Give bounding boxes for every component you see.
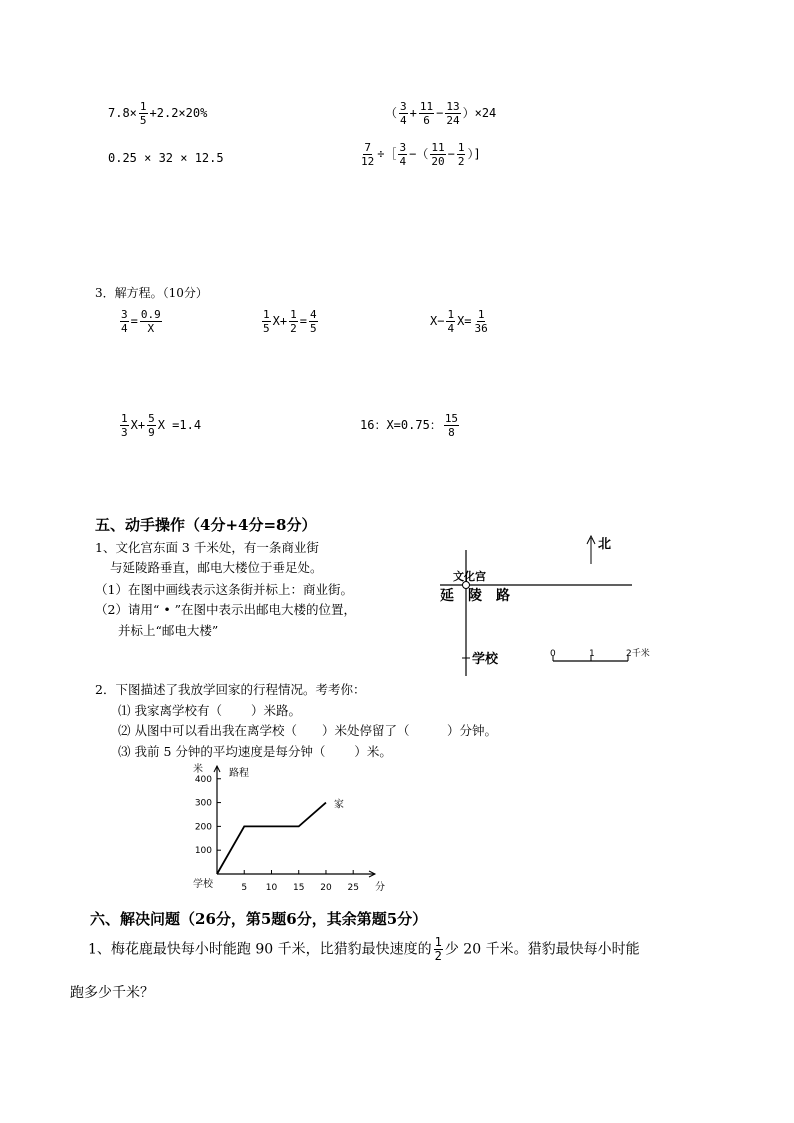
calc-expr-4: $\frac{7}{12}$ ÷［ $\frac{3}{4}$ −（ $\frac{11}{20}$ − $\frac{1}{2}$ ）] <box>361 141 481 168</box>
calc-text: 7.8× <box>108 106 137 120</box>
y-tick-label: 400 <box>194 774 212 785</box>
fraction: $\frac{11}{20}$ <box>431 141 445 168</box>
equation-5: 16：X=0.75： $\frac{15}{8}$ <box>360 412 459 439</box>
x-tick-label: 25 <box>347 883 359 893</box>
x-tick-label: 10 <box>265 883 278 893</box>
s5-q1-sub3: 并标上“邮电大楼” <box>118 623 219 638</box>
section-5-title: 五、动手操作（4分+4分=8分） <box>95 516 317 534</box>
calc-expr-3: 0.25 × 32 × 12.5 <box>108 151 224 165</box>
s5-q1-sub2: （2）请用“ • ”在图中表示出邮电大楼的位置， <box>95 602 357 617</box>
calc-expr-2: （ $\frac{3}{4}$ + $\frac{11}{6}$ − $\frac{13}{24}$ ）×24 <box>385 100 497 127</box>
north-label: 北 <box>598 537 612 552</box>
y-tick-label: 100 <box>194 846 212 857</box>
equation-2: $\frac{1}{5}$ X+ $\frac{1}{2}$ = $\frac{4}{5}$ <box>263 308 317 335</box>
y-tick-label: 200 <box>194 822 212 833</box>
fraction: $\frac{1}{2}$ <box>434 935 442 963</box>
x-tick-label: 20 <box>320 883 332 893</box>
s5-q2-c: ⑶ 我前 5 分钟的平均速度是每分钟（ ）米。 <box>118 744 392 759</box>
equation-section-title: 3．解方程。（10分） <box>95 286 208 300</box>
end-label: 家 <box>333 799 344 811</box>
scale-0: 0 <box>550 649 556 659</box>
palace-label: 文化宫 <box>453 570 486 583</box>
x-tick-label: 15 <box>292 883 305 893</box>
calc-expr-1 <box>108 100 207 127</box>
fraction: $\frac{3}{4}$ <box>399 141 407 168</box>
fraction: $\frac{11}{6}$ <box>419 100 434 127</box>
section-6-title: 六、解决问题（26分，第5题6分，其余第题5分） <box>90 910 428 928</box>
s6-q1-line1 <box>88 936 640 963</box>
s5-q2-b: ⑵ 从图中可以看出我在离学校（ ）米处停留了（ ）分钟。 <box>118 723 497 738</box>
street-map <box>420 528 680 678</box>
s5-q1-line1: 1、文化宫东面 3 千米处，有一条商业街 <box>95 540 319 555</box>
y-tick-label: 300 <box>194 798 212 809</box>
scale-1: 1 <box>589 649 595 659</box>
series-label: 路程 <box>229 768 249 779</box>
s6-q1-text-b: 少 20 千米。猎豹最快每小时能 <box>444 941 640 958</box>
x-tick-label: 5 <box>241 883 248 893</box>
s5-q1-sub1: （1）在图中画线表示这条街并标上：商业街。 <box>95 582 353 597</box>
s5-q2-title: 2．下图描述了我放学回家的行程情况。考考你： <box>95 682 366 697</box>
route-line <box>217 803 326 874</box>
s5-q1-line2: 与延陵路垂直，邮电大楼位于垂足处。 <box>110 560 323 575</box>
origin-label: 学校 <box>193 879 213 890</box>
road-label: 延 陵 路 <box>440 588 510 604</box>
scale-2: 2千米 <box>626 649 650 659</box>
y-axis-label: 米 <box>193 764 203 775</box>
route-chart <box>180 762 390 902</box>
equation-4: $\frac{1}{3}$ X+ $\frac{5}{9}$ X =1.4 <box>121 412 202 439</box>
school-label: 学校 <box>472 652 499 667</box>
fraction: $\frac{1}{2}$ <box>457 141 465 168</box>
equation-3: X− $\frac{1}{4}$ X= $\frac{1}{36}$ <box>430 308 488 335</box>
fraction: $\frac{7}{12}$ <box>361 141 375 168</box>
fraction: $\frac{3}{4}$ <box>400 100 407 127</box>
s6-q1-text-a: 1、梅花鹿最快每小时能跑 90 千米，比猎豹最快速度的 <box>88 941 432 958</box>
fraction: $\frac{1}{5}$ <box>139 100 147 127</box>
s6-q1-line2: 跑多少千米？ <box>70 985 154 1001</box>
x-axis-label: 分 <box>375 882 385 893</box>
fraction: $\frac{13}{24}$ <box>446 100 460 127</box>
equation-1: $\frac{3}{4}$ = $\frac{0.9}{X}$ <box>121 308 161 335</box>
s5-q2-a: ⑴ 我家离学校有（ ）米路。 <box>118 703 301 718</box>
calc-text: +2.2×20% <box>149 106 208 120</box>
